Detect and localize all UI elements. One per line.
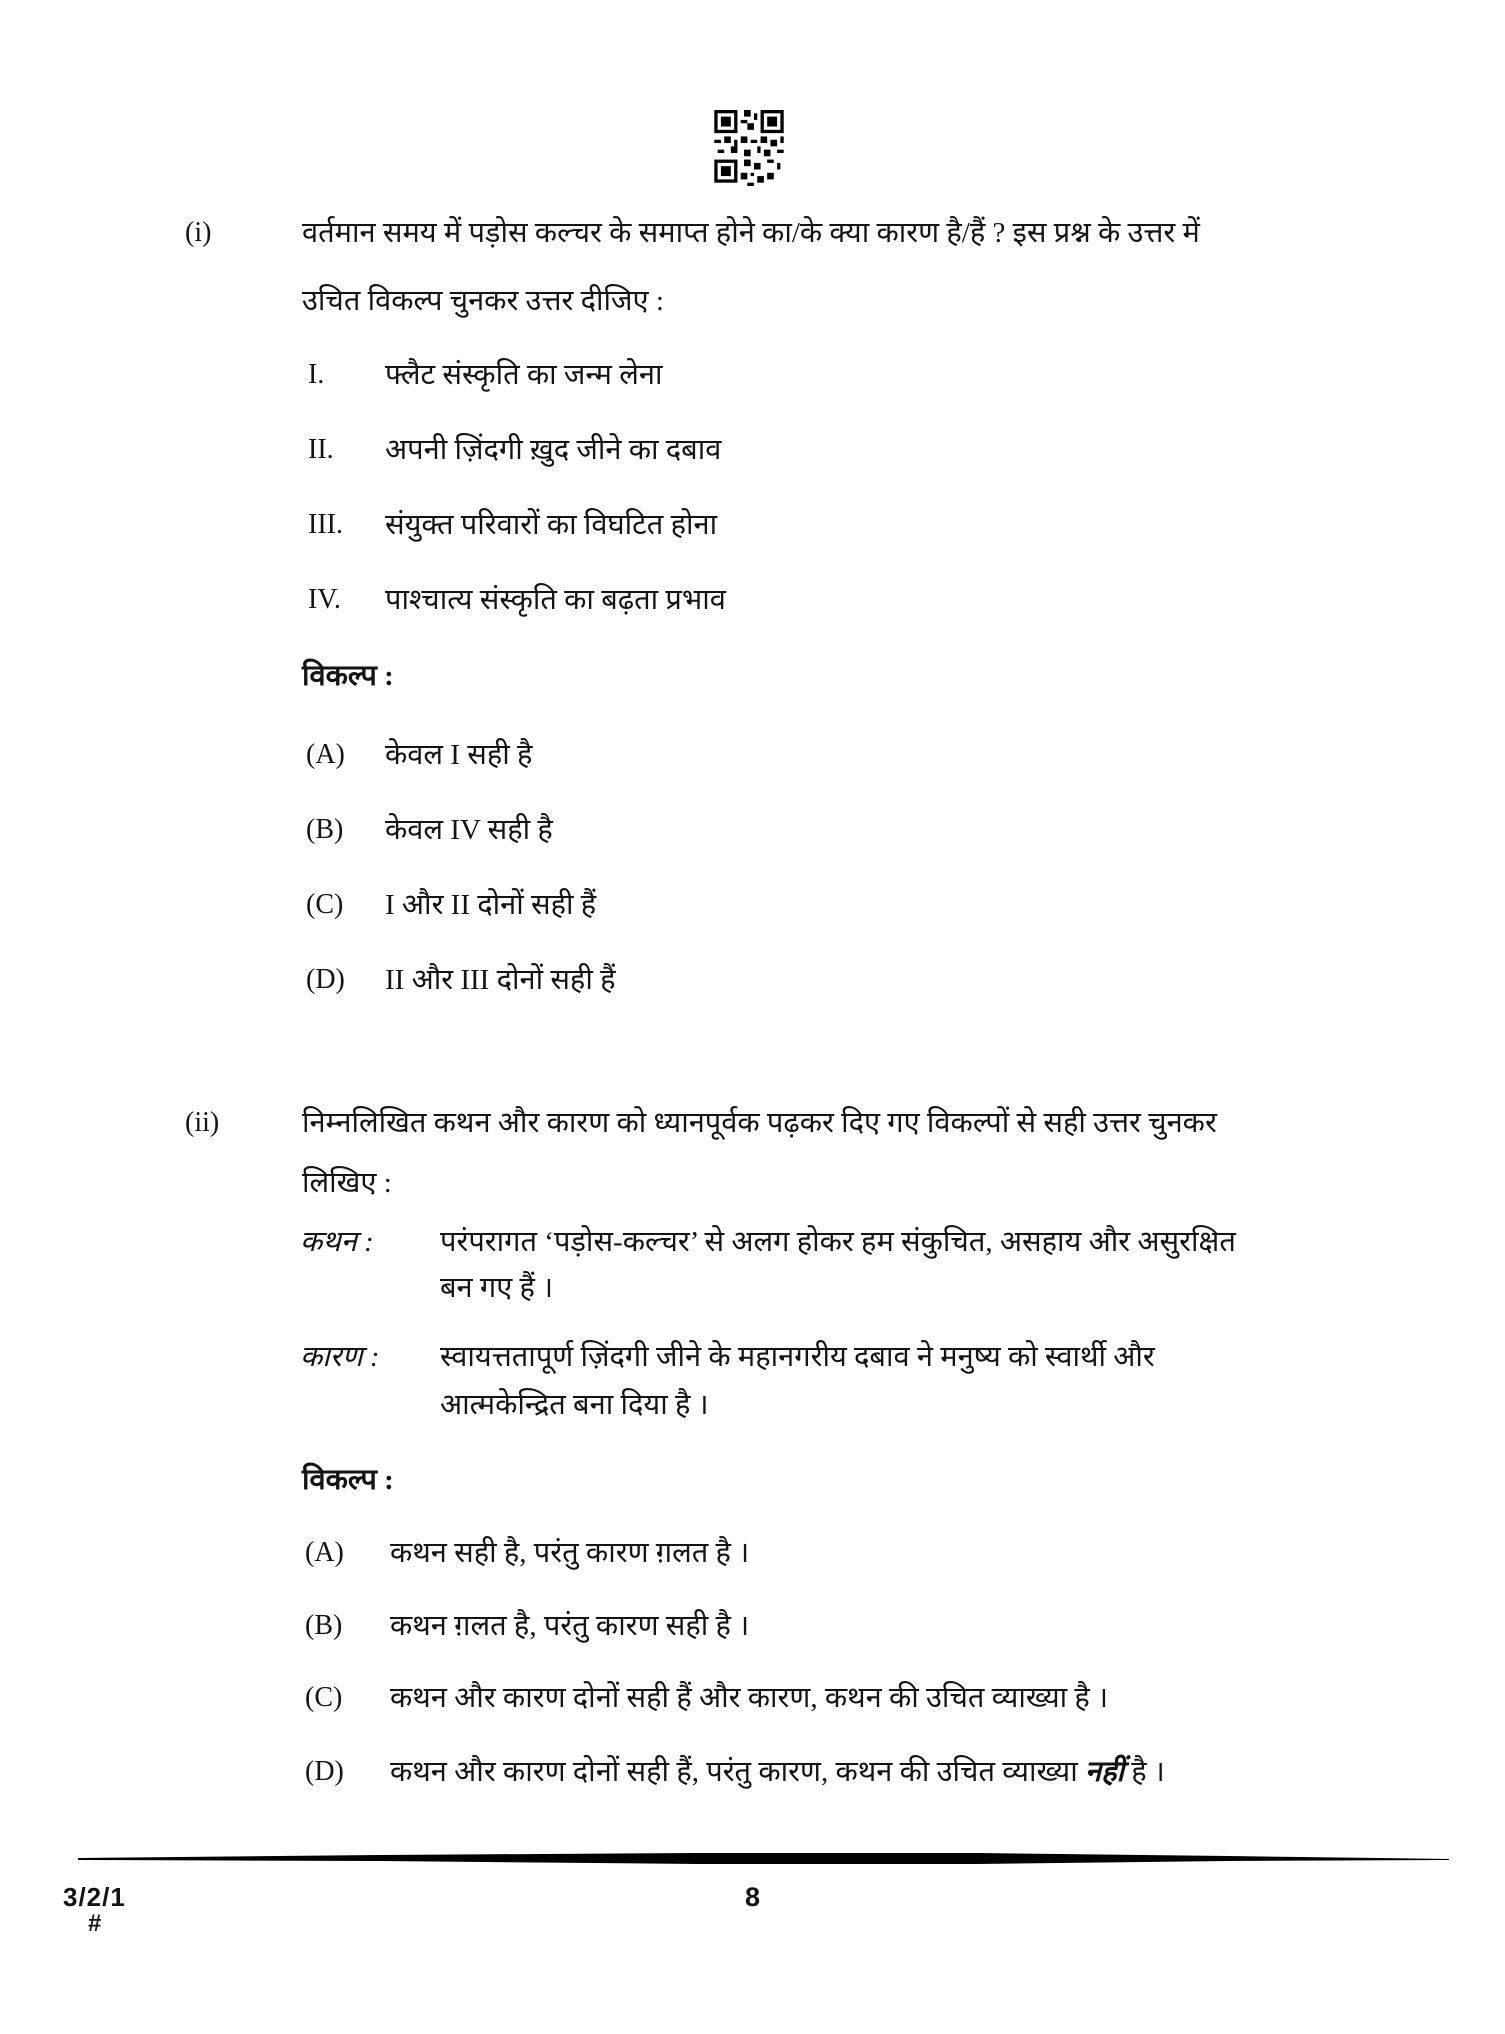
statement-num: IV.	[308, 584, 341, 615]
option-text-post: है ।	[1124, 1756, 1165, 1788]
reason-line2: आत्मकेन्द्रित बना दिया है ।	[440, 1389, 709, 1421]
question-ii-marker: (ii)	[185, 1107, 220, 1138]
statement-text: पाश्चात्य संस्कृति का बढ़ता प्रभाव	[385, 584, 726, 616]
option-text: I और II दोनों सही हैं	[385, 889, 597, 921]
option-text: केवल IV सही है	[385, 814, 553, 846]
option-label: (B)	[306, 814, 344, 845]
question-ii-text-line2: लिखिए :	[302, 1167, 392, 1199]
option-text: कथन और कारण दोनों सही हैं और कारण, कथन की उचित व्याख्या है ।	[390, 1682, 1109, 1714]
footer-rule	[78, 1852, 1450, 1867]
option-text	[390, 1752, 1165, 1792]
statement-num: III.	[308, 509, 343, 540]
option-text: II और III दोनों सही हैं	[385, 964, 616, 996]
hash-mark: #	[88, 1910, 102, 1937]
statement-text: संयुक्त परिवारों का विघटित होना	[385, 509, 718, 541]
question-i-text-line1: वर्तमान समय में पड़ोस कल्चर के समाप्त होने का/के क्या कारण है/हैं ? इस प्रश्न के उत्तर में	[302, 217, 1200, 249]
question-i-marker: (i)	[185, 217, 212, 248]
statement-num: I.	[308, 359, 325, 390]
options-heading: विकल्प :	[302, 1464, 394, 1496]
option-text-pre: कथन और कारण दोनों सही हैं, परंतु कारण, कथन की उचित व्याख्या	[390, 1756, 1086, 1788]
statement-label: कथन :	[300, 1226, 374, 1258]
option-label: (D)	[306, 964, 345, 995]
question-i-text-line2: उचित विकल्प चुनकर उत्तर दीजिए :	[302, 285, 664, 317]
statement-text: फ्लैट संस्कृति का जन्म लेना	[385, 359, 663, 391]
option-label: (A)	[306, 739, 345, 770]
option-text: कथन ग़लत है, परंतु कारण सही है ।	[390, 1610, 750, 1642]
statement-text: अपनी ज़िंदगी ख़ुद जीने का दबाव	[385, 434, 722, 466]
reason-line1: स्वायत्ततापूर्ण ज़िंदगी जीने के महानगरीय दबाव ने मनुष्य को स्वार्थी और	[440, 1341, 1155, 1373]
option-text-emphasis: नहीं	[1085, 1756, 1125, 1788]
statement-num: II.	[308, 434, 334, 465]
option-text: कथन सही है, परंतु कारण ग़लत है ।	[390, 1537, 750, 1569]
page-number: 8	[744, 1882, 761, 1912]
statement-line2: बन गए हैं ।	[440, 1272, 554, 1304]
reason-label: कारण :	[300, 1341, 380, 1373]
question-ii-text-line1: निम्नलिखित कथन और कारण को ध्यानपूर्वक पढ़कर दिए गए विकल्पों से सही उत्तर चुनकर	[302, 1107, 1217, 1139]
option-label: (C)	[306, 889, 344, 920]
qr-code	[714, 110, 784, 186]
statement-line1: परंपरागत ‘पड़ोस-कल्चर’ से अलग होकर हम संकुचित, असहाय और असुरक्षित	[440, 1226, 1236, 1258]
option-label: (C)	[305, 1682, 343, 1713]
option-label: (A)	[305, 1537, 344, 1568]
option-text: केवल I सही है	[385, 739, 533, 771]
paper-code: 3/2/1	[63, 1882, 126, 1912]
option-label: (D)	[305, 1756, 344, 1787]
option-label: (B)	[305, 1610, 343, 1641]
options-heading: विकल्प :	[302, 660, 394, 692]
